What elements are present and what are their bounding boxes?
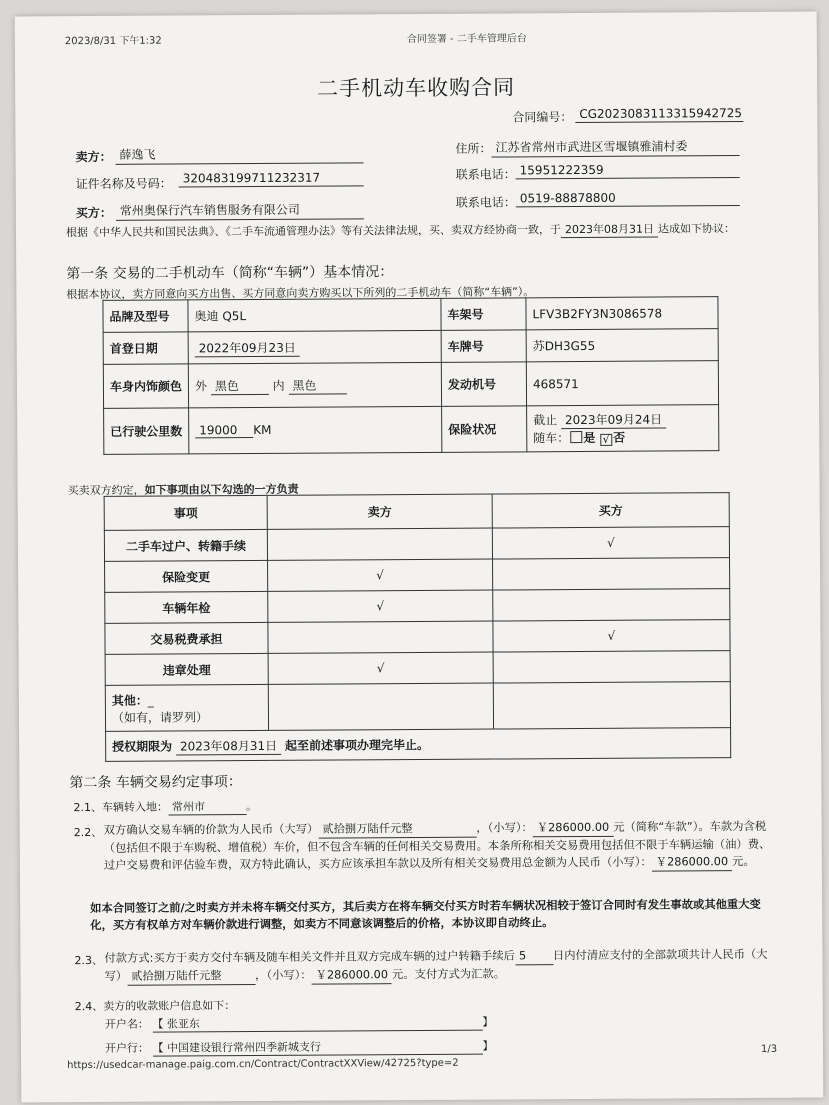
mileage-label: 已行驶公里数 xyxy=(104,408,189,455)
clause-2-3-a: 付款方式:买方于卖方交付车辆及随车相关文件并且双方完成车辆的过户转籍手续后 xyxy=(104,949,515,965)
table-row-other xyxy=(105,682,730,732)
page-number: 1/3 xyxy=(760,1043,778,1055)
article1-heading: 第一条 交易的二手机动车（简称“车辆”）基本情况： xyxy=(66,264,394,283)
color-cell xyxy=(188,362,441,408)
clause-2-3-no: 2.3、 xyxy=(74,953,103,968)
contract-no: CG2023083113315942725 xyxy=(575,106,743,123)
bracket-open: 【 xyxy=(152,1017,164,1031)
clause-2-2-a: 双方确认交易车辆的价款为人民币（大写） xyxy=(103,822,319,837)
article1-intro: 根据本协议，卖方同意向买方出售、买方同意向卖方购买以下所列的二手机动车（简称“车辆”）。 xyxy=(66,285,535,302)
col-buyer: 买方 xyxy=(492,493,729,528)
total-amount: ￥286000.00 xyxy=(652,853,732,871)
vin-value: LFV3B2FY3N3086578 xyxy=(526,297,718,330)
legal-basis-end: 达成如下协议： xyxy=(657,222,736,236)
other-seller[interactable] xyxy=(268,683,493,730)
insurance-prefix: 截止 xyxy=(533,413,558,428)
row-seller-mark[interactable]: √ xyxy=(268,559,493,591)
row-item: 车辆年检 xyxy=(105,591,268,623)
price-amount: ￥286000.00 xyxy=(533,819,613,837)
row-item: 违章处理 xyxy=(105,653,268,685)
contract-no-label: 合同编号： xyxy=(512,110,573,125)
outer-color: 黑色 xyxy=(211,376,269,394)
other-cell xyxy=(105,684,268,731)
auth-suffix: 起至前述事项办理完毕止。 xyxy=(284,737,429,753)
reg-date-label: 首登日期 xyxy=(103,332,188,365)
account-holder-row xyxy=(105,1014,494,1033)
row-seller-mark[interactable]: √ xyxy=(268,652,493,684)
print-page-title: 合同签署 - 二手车管理后台 xyxy=(406,33,527,46)
row-buyer-mark[interactable]: √ xyxy=(493,620,730,652)
bracket-open: 【 xyxy=(152,1041,164,1055)
other-note: （如有，请罗列） xyxy=(111,709,209,725)
table-row xyxy=(104,527,729,562)
payment-amount: ￥286000.00 xyxy=(312,966,392,984)
yes-label: 是 xyxy=(583,430,596,445)
clause-2-2-c: 元（简称“车款”）。车款为含税（包括但不限于车购税、增值税）车价，但不包含车辆的任何相关交易费用。本条所称相关交易费用包括但不限于车辆运输（油）费、过户交易费和评估验车费，双方特此确认，买方应该承担车款以及所有相关交易费用总金额为人民币（小写）： xyxy=(103,819,771,872)
inner-color: 黑色 xyxy=(288,376,346,394)
bank-label: 开户行： xyxy=(104,1041,150,1055)
row-seller-mark[interactable]: √ xyxy=(268,590,493,622)
brand-label: 品牌及型号 xyxy=(103,300,188,333)
auth-cell xyxy=(106,728,731,762)
row-buyer-mark[interactable] xyxy=(493,651,730,683)
buyer-name: 常州奥保行汽车销售服务有限公司 xyxy=(116,200,364,221)
clause-2-3-b: 日内付清应支付的全部款项共计人民币（大写） xyxy=(104,947,768,983)
seller-phone: 15951222359 xyxy=(516,162,740,179)
mileage-value: 19000 xyxy=(195,423,253,438)
plate-value: 苏DH3G55 xyxy=(526,329,718,362)
responsibility-intro-b: 如下事项由以下勾选的一方负责 xyxy=(144,482,299,497)
legal-basis-text: 根据《中华人民共和国民法典》、《二手车流通管理办法》等有关法律法规，买、卖双方经协商一致，于 xyxy=(65,223,562,240)
bank-field xyxy=(152,1038,482,1057)
auth-label: 授权期限为 xyxy=(112,739,173,754)
auth-date: 2023年08月31日 xyxy=(176,736,281,755)
article2-heading: 第二条 车辆交易约定事项： xyxy=(69,774,242,792)
table-row xyxy=(105,620,730,655)
clause-2-2-d: 元。 xyxy=(732,854,755,869)
seller-id-no: 320483199711232317 xyxy=(179,170,364,187)
payment-chinese: 贰拾捌万陆仟元整 xyxy=(127,967,255,986)
seller-label: 卖方： xyxy=(75,149,112,165)
insurance-until: 2023年09月24日 xyxy=(561,410,666,429)
inner-prefix: 内 xyxy=(272,378,285,393)
color-label: 车身内饰颜色 xyxy=(103,364,188,409)
payment-days: 5 xyxy=(515,947,553,965)
address-label: 住所： xyxy=(455,141,492,156)
with-car-label: 随车： xyxy=(533,431,570,446)
row-buyer-mark[interactable] xyxy=(493,558,730,590)
clause-2-2-no: 2.2、 xyxy=(73,825,103,840)
no-label: 否 xyxy=(613,430,626,445)
row-item: 交易税费承担 xyxy=(105,622,268,654)
row-item: 保险变更 xyxy=(105,560,268,592)
clause-2-2 xyxy=(104,818,774,875)
id-label: 证件名称及号码： xyxy=(75,176,172,192)
holder-name: 张亚东 xyxy=(166,1017,200,1031)
bracket-close: 】 xyxy=(482,1015,494,1029)
row-buyer-mark[interactable]: √ xyxy=(492,527,729,559)
reg-date-cell xyxy=(188,330,441,364)
contract-page xyxy=(15,12,824,1103)
buyer-phone: 0519-88878800 xyxy=(516,190,740,207)
engine-label: 发动机号 xyxy=(441,362,526,407)
clause-2-1-end: 。 xyxy=(245,799,258,814)
clause-2-4-no: 2.4、 xyxy=(74,999,104,1014)
clause-2-2-b: ，（小写）： xyxy=(476,821,533,835)
vin-label: 车架号 xyxy=(441,298,526,331)
responsibility-intro-a: 买卖双方约定， xyxy=(67,483,145,498)
clause-2-3-c: ，（小写）： xyxy=(255,968,312,983)
vehicle-info-table xyxy=(102,296,719,455)
bank-row xyxy=(105,1038,494,1057)
clause-2-1-no: 2.1、 xyxy=(73,800,103,815)
no-checkbox[interactable]: √ xyxy=(600,434,612,446)
row-item: 二手车过户、转籍手续 xyxy=(104,529,267,561)
seller-phone-label: 联系电话： xyxy=(455,167,516,182)
destination-city: 常州市 xyxy=(168,798,246,815)
row-buyer-mark[interactable] xyxy=(493,589,730,621)
other-buyer[interactable] xyxy=(493,682,730,729)
responsibility-table xyxy=(104,492,732,762)
yes-checkbox[interactable] xyxy=(570,431,582,443)
legal-basis xyxy=(66,220,735,241)
other-value: _ xyxy=(147,693,154,708)
adjustment-note: 如本合同签订之前/之时卖方并未将车辆交付买方，其后卖方在将车辆交付买方时若车辆状况相较于签订合同时有发生事故或其他重大变化，买方有权单方对车辆价款进行调整，如卖方不同意该调整后的价格，本协议即自动终止。 xyxy=(90,897,761,933)
clause-2-1 xyxy=(73,798,257,816)
contract-title: 二手机动车收购合同 xyxy=(317,75,516,101)
row-seller-mark[interactable] xyxy=(267,528,492,560)
holder-field xyxy=(152,1014,482,1033)
table-row xyxy=(105,589,730,624)
col-item: 事项 xyxy=(104,495,267,530)
mileage-unit: KM xyxy=(253,422,272,438)
outer-prefix: 外 xyxy=(194,378,208,393)
print-datetime: 2023/8/31 下午1:32 xyxy=(64,35,162,48)
clause-2-4 xyxy=(75,997,236,1014)
clause-2-1-text: 车辆转入地： xyxy=(101,800,169,814)
table-row xyxy=(105,651,730,686)
table-row xyxy=(105,558,730,593)
agreement-date: 2023年08月31日 xyxy=(561,221,658,239)
buyer-label: 买方： xyxy=(75,205,112,221)
buyer-phone-label: 联系电话： xyxy=(455,195,516,210)
clause-2-3 xyxy=(104,946,774,986)
bracket-close: 】 xyxy=(482,1039,494,1053)
row-seller-mark[interactable] xyxy=(268,621,493,653)
clause-2-3-d: 元。支付方式为汇款。 xyxy=(391,967,506,982)
engine-value: 468571 xyxy=(526,361,718,406)
bank-name: 中国建设银行常州四季新城支行 xyxy=(166,1040,322,1055)
other-label: 其他： xyxy=(111,693,148,708)
clause-2-4-text: 卖方的收款账户信息如下： xyxy=(103,999,236,1013)
col-seller: 卖方 xyxy=(267,494,492,529)
insurance-cell xyxy=(527,405,719,452)
reg-date-value: 2022年09月23日 xyxy=(195,338,300,357)
insurance-label: 保险状况 xyxy=(442,406,527,453)
mileage-cell xyxy=(189,406,442,454)
price-chinese: 贰拾捌万陆仟元整 xyxy=(318,820,476,839)
plate-label: 车牌号 xyxy=(441,330,526,363)
brand-value: 奥迪 Q5L xyxy=(188,298,441,332)
seller-name: 薛逸飞 xyxy=(115,144,363,165)
holder-label: 开户名： xyxy=(104,1017,149,1031)
footer-url: https://usedcar-manage.paig.com.cn/Contract/ContractXXView/42725?type=2 xyxy=(67,1057,459,1072)
seller-address: 江苏省常州市武进区雪堰镇雅浦村委 xyxy=(491,137,739,158)
